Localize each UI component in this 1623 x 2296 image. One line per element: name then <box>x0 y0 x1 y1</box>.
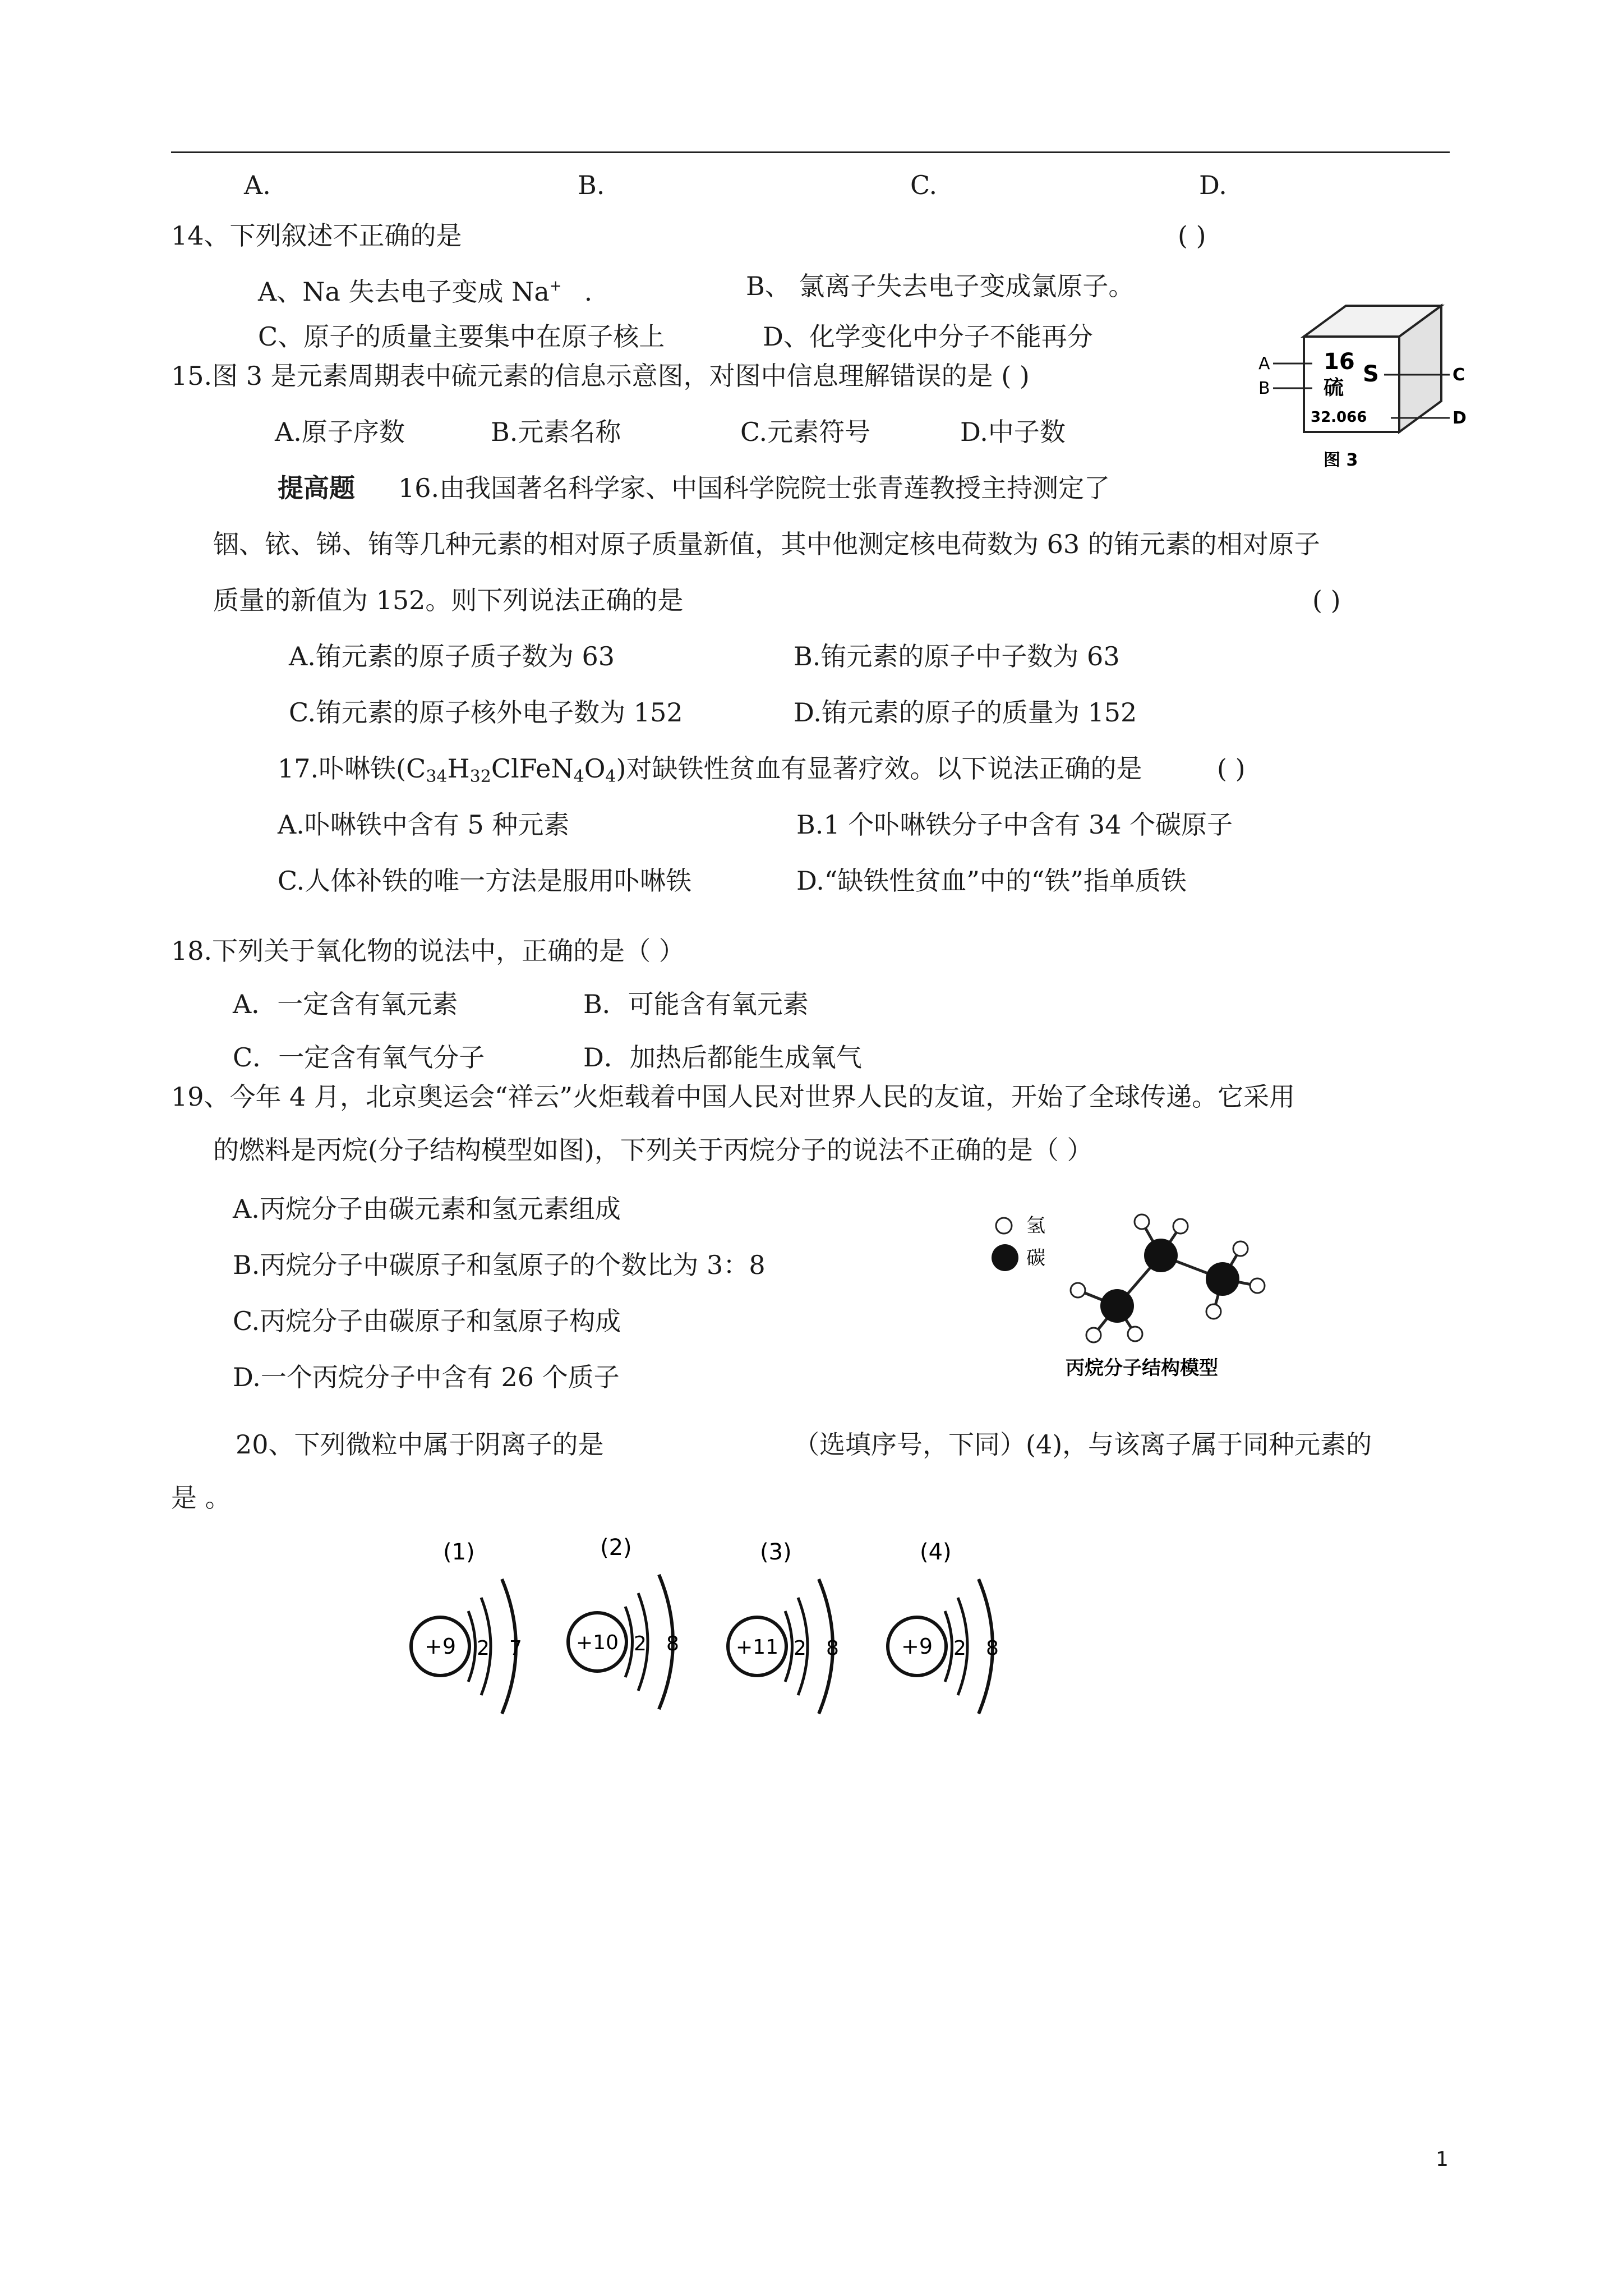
q19-option-b: B.丙烷分子中碳原子和氢原子的个数比为 3：8 <box>233 1250 766 1280</box>
particle-nucleus: +11 <box>736 1636 778 1659</box>
q18-option-c: C．一定含有氧气分子 <box>233 1042 485 1073</box>
label-b: B <box>1258 379 1270 398</box>
q15-stem: 15.图 3 是元素周期表中硫元素的信息示意图，对图中信息理解错误的是 ( ) <box>171 361 1030 391</box>
label-d: D <box>1453 408 1467 428</box>
label-c: C <box>1453 365 1465 385</box>
q16-option-c: C.铕元素的原子核外电子数为 152 <box>289 697 683 728</box>
element-number: 16 <box>1324 349 1355 375</box>
q13-option-a: A. <box>244 170 271 200</box>
particle-2 <box>568 1537 679 1709</box>
q17-option-b: B.1 个卟啉铁分子中含有 34 个碳原子 <box>796 809 1233 840</box>
particle-1 <box>411 1539 522 1714</box>
q17-option-c: C.人体补铁的唯一方法是服用卟啉铁 <box>278 866 692 896</box>
q18-option-b: B．可能含有氧元素 <box>583 989 809 1019</box>
sulfur-element-figure <box>1256 303 1481 482</box>
shell-value: 8 <box>826 1637 839 1660</box>
q17-option-a: A.卟啉铁中含有 5 种元素 <box>278 809 570 840</box>
q16-line1: 16.由我国著名科学家、中国科学院院士张青莲教授主持测定了 <box>398 473 1110 503</box>
q15-option-b: B.元素名称 <box>491 417 621 447</box>
q13-option-d: D. <box>1199 170 1227 200</box>
particle-3 <box>728 1539 839 1714</box>
q17-stem: 17.卟啉铁$(C_{34}H_{32}ClFeN_4O_4)$对缺铁性贫血有显著疗效。以下说法正确的是 <box>278 753 1142 786</box>
q14-option-c: C、原子的质量主要集中在原子核上 <box>258 321 665 352</box>
shell-value: 2 <box>477 1637 490 1660</box>
q14-option-a: A、Na 失去电子变成 Na+ . <box>258 277 593 307</box>
shell-value: 2 <box>953 1637 966 1660</box>
hydrogen-legend-icon <box>996 1218 1012 1234</box>
q15-option-d: D.中子数 <box>960 417 1066 447</box>
shell-value: 2 <box>634 1632 647 1655</box>
q20-line1-suffix: （选填序号，下同）(4)，与该离子属于同种元素的 <box>794 1429 1372 1460</box>
shell-value: 2 <box>794 1637 806 1660</box>
q17-option-d: D.“缺铁性贫血”中的“铁”指单质铁 <box>796 866 1187 896</box>
header-rule <box>171 151 1450 153</box>
label-a: A <box>1258 354 1270 374</box>
q20-line1-prefix: 20、下列微粒中属于阴离子的是 <box>236 1429 604 1460</box>
page-number: 1 <box>1436 2148 1449 2171</box>
q13-option-c: C. <box>910 170 938 200</box>
particle-4 <box>888 1539 999 1714</box>
q16-option-a: A.铕元素的原子质子数为 63 <box>289 641 615 671</box>
particle-nucleus: +9 <box>901 1634 933 1659</box>
shell-value: 7 <box>509 1637 522 1660</box>
q16-paren: ( ) <box>1312 585 1341 615</box>
element-name: 硫 <box>1324 376 1344 399</box>
legend-carbon: 碳 <box>1026 1247 1045 1269</box>
element-mass: 32.066 <box>1311 409 1367 426</box>
particle-label: (2) <box>600 1537 632 1561</box>
particle-nucleus: +10 <box>576 1631 619 1654</box>
atomic-structure-diagrams <box>393 1537 1043 1739</box>
q19-line2: 的燃料是丙烷(分子结构模型如图)，下列关于丙烷分子的说法不正确的是（ ） <box>213 1135 1093 1165</box>
element-symbol: S <box>1363 361 1379 387</box>
particle-label: (4) <box>920 1539 952 1565</box>
q16-line2: 铟、铱、锑、铕等几种元素的相对原子质量新值，其中他测定核电荷数为 63 的铕元素的相对原子 <box>213 529 1320 559</box>
q19-option-c: C.丙烷分子由碳原子和氢原子构成 <box>233 1306 621 1336</box>
q19-option-d: D.一个丙烷分子中含有 26 个质子 <box>233 1362 620 1392</box>
q14-paren: ( ) <box>1178 220 1206 251</box>
propane-model-figure <box>987 1195 1301 1386</box>
q18-option-d: D．加热后都能生成氧气 <box>583 1042 862 1073</box>
q16-heading: 提高题 <box>278 473 355 503</box>
q13-option-b: B. <box>578 170 605 200</box>
q17-paren: ( ) <box>1217 753 1246 784</box>
particle-label: (1) <box>443 1539 475 1565</box>
figure-caption: 图 3 <box>1324 450 1358 470</box>
particle-nucleus: +9 <box>424 1634 457 1659</box>
q18-stem: 18.下列关于氧化物的说法中，正确的是（ ） <box>171 936 685 966</box>
q15-option-a: A.原子序数 <box>275 417 405 447</box>
q15-option-c: C.元素符号 <box>740 417 871 447</box>
shell-value: 8 <box>986 1637 999 1660</box>
q14-option-d: D、化学变化中分子不能再分 <box>763 321 1093 352</box>
particle-label: (3) <box>760 1539 792 1565</box>
q20-line2: 是 。 <box>171 1483 231 1513</box>
q18-option-a: A．一定含有氧元素 <box>233 989 458 1019</box>
q19-option-a: A.丙烷分子由碳元素和氢元素组成 <box>233 1194 621 1224</box>
q16-option-d: D.铕元素的原子的质量为 152 <box>794 697 1137 728</box>
q14-option-b: B、 氯离子失去电子变成氯原子。 <box>746 271 1135 301</box>
propane-caption: 丙烷分子结构模型 <box>1066 1357 1218 1379</box>
carbon-legend-icon <box>992 1244 1018 1271</box>
q16-line3: 质量的新值为 152。则下列说法正确的是 <box>213 585 684 615</box>
shell-value: 8 <box>666 1632 679 1655</box>
q14-stem: 14、下列叙述不正确的是 <box>171 220 462 251</box>
q19-line1: 19、今年 4 月，北京奥运会“祥云”火炬载着中国人民对世界人民的友谊，开始了全球传递。它采用 <box>171 1082 1295 1112</box>
q16-option-b: B.铕元素的原子中子数为 63 <box>794 641 1120 671</box>
legend-hydrogen: 氢 <box>1026 1214 1045 1237</box>
